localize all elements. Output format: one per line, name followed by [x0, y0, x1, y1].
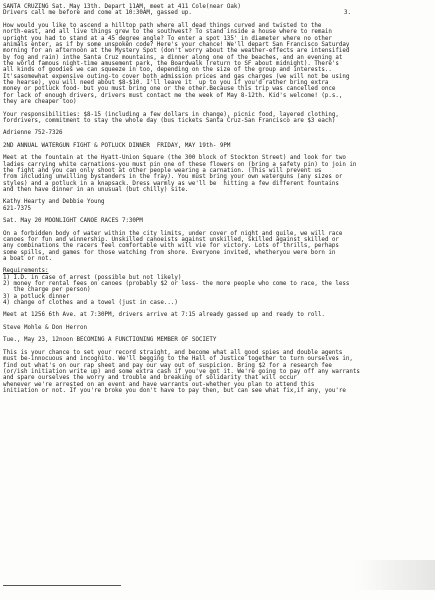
- text-line: the charge per person): [3, 287, 91, 294]
- requirements-heading: Requirements:: [3, 268, 49, 275]
- section-requirements: [3, 268, 433, 306]
- text-line: 3) a potluck dinner: [3, 293, 70, 300]
- text-line: Adrienne 752-7326: [3, 130, 63, 137]
- section-responsibilities: [3, 112, 433, 125]
- text-line: from including unwilling bystanders in the fray). You must bring your own waterguns (any sizes or: [3, 174, 343, 181]
- page-number: 3.: [344, 10, 352, 16]
- text-line: initiation or not. If you're broke you don't have to pay then, but can see what fix,if any, you're: [3, 387, 346, 394]
- text-line: This is your chance to set your record straight, and become what all good spies and double agents: [3, 349, 343, 356]
- text-line: money or potluck food- but you must bring one or the other.Because this trip was cancelled once: [3, 86, 336, 93]
- section-watergun: [3, 143, 433, 194]
- text-line: must be-innocuous and incognito. We'll begging to the Hall of Justice together to turn ourselves in,: [3, 356, 353, 363]
- scan-shadow: [355, 560, 435, 590]
- text-line: 4) change of clothes and a towel (just in case...): [3, 300, 178, 307]
- text-line: some spills, and games for those watching from shore. Everyone invited, whetheryou were born in: [3, 249, 336, 256]
- text-line: the world famous night-time amusement park, the Boardwalk (return to SF about midnight). There's: [3, 61, 339, 68]
- text-line: 2) money for rental fees on canoes (probably $2 or less- the more people who come to race, the less: [3, 281, 350, 288]
- text-line: fordrivers, commitment to stay the whole day (bus tickets Santa Cruz-San Francisco are $3 each): [3, 117, 336, 124]
- event-heading: 2ND ANNUAL WATERGUN FIGHT & POTLUCK DINNER FRIDAY, MAY 19th- 9PM: [3, 142, 231, 149]
- text-line: How would you like to ascend a hilltop path where all dead things curved and twisted to the: [3, 23, 322, 30]
- text-line: find out what's on our rap sheet and pay our way out of suspicion. Bring $2 for a research fee: [3, 362, 332, 369]
- text-line: north-east, and all live things grew to the southwest? To stand inside a house where to remain: [3, 29, 332, 36]
- text-line: whenever we're arrested on an event and have warrants out-whether you plan to attend this: [3, 381, 315, 388]
- text-line: Meet at the fountain at the Hyatt-Union Square (the 300 block of Stockton Street) and look for two: [3, 155, 346, 162]
- text-line: Drivers call me before and come at 10:30AM, gassed up.: [3, 10, 192, 17]
- section-canoe: [3, 218, 433, 262]
- document-text: [3, 4, 433, 394]
- text-line: all kinds of goodies we can squeeze in too, depending on the size of the group and interests..: [3, 67, 332, 74]
- text-line: SANTA CRUZING Sat. May 13th. Depart 11AM, meet at 411 Cole(near Oak): [3, 4, 241, 10]
- text-line: the hearse), you will need about $8-$10. I'll leave it up to you if you'd rather bring extra: [3, 80, 329, 87]
- text-line: It'sasomewhat expensive outing-to cover both admission prices and gas charges (we will not be using: [3, 73, 350, 80]
- text-line: they are cheaper too): [3, 99, 77, 106]
- event-heading: Tue., May 23, 12noon BECOMING A FUNCTIONING MEMBER OF SOCIETY: [3, 337, 217, 344]
- footer-rule: [3, 585, 121, 586]
- text-line: Your responsibilities: $8-15 (including a few dollars in change), picnic food, layered clothing,: [3, 111, 339, 118]
- text-line: for lack of enough drivers, drivers must contact me the week of May 8-12th. Kid's welcome! (p.s.,: [3, 92, 343, 99]
- event-heading: Sat. May 20 MOONLIGHT CANOE RACES 7:30PM: [3, 217, 143, 224]
- text-line: 1) I.D. in case of arrest (possible but not likely): [3, 274, 182, 281]
- text-line: Steve Mohle & Don Herron: [3, 324, 87, 331]
- text-line: On a forbidden body of water within the city limits, under cover of night and guile, we will race: [3, 230, 343, 237]
- text-line: canoes for fun and winnership. Unskilled canoeists against unskilled, skilled against skilled or: [3, 237, 339, 243]
- contact-kathy-debbie: [3, 199, 433, 212]
- section-santa-cruzing: [3, 4, 433, 106]
- text-line: and then have dinner in an unusual (but chilly) site.: [3, 186, 189, 193]
- text-line: the fight and you can only shoot at other people wearing a carnation. (This will prevent us: [3, 167, 322, 174]
- text-line: morning for an afternoon at the Mystery Spot (don't worry about the weather-effects are intensified: [3, 48, 350, 55]
- text-line: 621-7375: [3, 205, 31, 212]
- text-line: a boat or not.: [3, 256, 52, 263]
- text-line: animals enter, as if by some unspoken code? Here's your chance! We'll depart San Francisco Saturday: [3, 42, 350, 49]
- text-line: ladies carrying white carnations-you must pin one of these flowers on (bring a safety pin) to join in: [3, 161, 357, 168]
- section-functioning-member: [3, 337, 433, 394]
- text-line: Meet at 1256 6th Ave. at 7:30PM, drivers arrive at 7:15 already gassed up and ready to roll.: [3, 312, 325, 319]
- text-line: by fog and rain) inthe Santa Cruz mountains, a dinner along one of the beaches, and an evening at: [3, 54, 343, 61]
- text-line: upright you had to stand at a 45 degree angle? To enter a spot 135' in diameter where no other: [3, 35, 332, 42]
- text-line: and spare ourselves the worry and trouble and breaking of solidarity that will occur: [3, 375, 297, 382]
- text-line: Kathy Hearty and Debbie Young: [3, 199, 105, 206]
- text-line: styles) and a potluck in a knapsack. Dress warmly as we'll be hitting a few different fountains: [3, 180, 339, 187]
- text-line: any combinations the racers feel comfortable with will vie for victory. Lots of thrills, perhaps: [3, 243, 339, 250]
- text-line: (or/ish initiation write up) and some extra cash if you've got it. We're going to pay off any warrants: [3, 368, 360, 375]
